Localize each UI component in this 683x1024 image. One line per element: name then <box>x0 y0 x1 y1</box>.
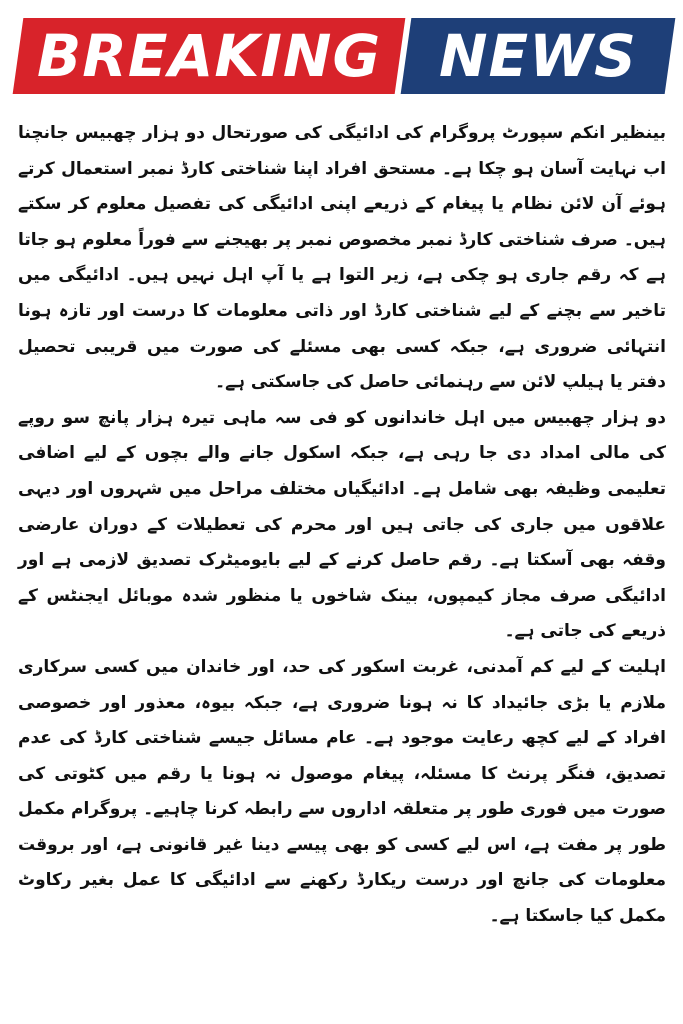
article-body <box>18 116 666 935</box>
banner-word-breaking: BREAKING <box>36 22 382 90</box>
paragraph-3: اہلیت کے لیے کم آمدنی، غربت اسکور کی حد، اور خاندان میں کسی سرکاری ملازم یا بڑی جائیداد کا نہ ہونا ضروری ہے، جبکہ بیوہ، معذور اور خصوصی افراد کے لیے کچھ رعایت موجود ہے۔ عام مسائل جیسے شناختی کارڈ کی عدم تصدیق، فنگر پرنٹ کا مسئلہ، پیغام موصول نہ ہونا یا رقم میں کٹوتی کی صورت میں فوری طور پر متعلقہ اداروں سے رابطہ کرنا چاہیے۔ پروگرام مکمل طور پر مفت ہے، اس لیے کسی کو بھی پیسے دینا غیر قانونی ہے، اور بروقت معلومات کی جانچ اور درست ریکارڈ رکھنے سے ادائیگی کا عمل بغیر رکاوٹ مکمل کیا جاسکتا ہے۔ <box>18 656 666 927</box>
banner-blue-panel <box>401 18 676 94</box>
banner-red-panel <box>13 18 406 94</box>
banner-word-news: NEWS <box>439 22 637 90</box>
paragraph-2: دو ہزار چھبیس میں اہل خاندانوں کو فی سہ ماہی تیرہ ہزار پانچ سو روپے کی مالی امداد دی جا رہی ہے، جبکہ اسکول جانے والے بچوں کے لیے اضافی تعلیمی وظیفہ بھی شامل ہے۔ ادائیگیاں مختلف مراحل میں شہروں اور دیہی علاقوں میں جاری کی جاتی ہیں اور محرم کی تعطیلات کے دوران عارضی وقفہ بھی آسکتا ہے۔ رقم حاصل کرنے کے لیے بایومیٹرک تصدیق لازمی ہے اور ادائیگی صرف مجاز کیمپوں، بینک شاخوں یا منظور شدہ موبائل ایجنٹس کے ذریعے کی جاتی ہے۔ <box>18 407 666 642</box>
breaking-news-banner <box>16 16 672 96</box>
paragraph-1: بینظیر انکم سپورٹ پروگرام کی ادائیگی کی صورتحال دو ہزار چھبیس جانچنا اب نہایت آسان ہو چکا ہے۔ مستحق افراد اپنا شناختی کارڈ نمبر استعمال کرتے ہوئے آن لائن نظام یا پیغام کے ذریعے اپنی ادائیگی کی تفصیل معلوم کر سکتے ہیں۔ صرف شناختی کارڈ نمبر مخصوص نمبر پر بھیجنے سے فوراً معلوم ہو جاتا ہے کہ رقم جاری ہو چکی ہے، زیر التوا ہے یا آپ اہل نہیں ہیں۔ ادائیگی میں تاخیر سے بچنے کے لیے شناختی کارڈ اور ذاتی معلومات کا درست اور تازہ ہونا انتہائی ضروری ہے، جبکہ کسی بھی مسئلے کی صورت میں قریبی تحصیل دفتر یا ہیلپ لائن سے رہنمائی حاصل کی جاسکتی ہے۔ <box>18 123 666 393</box>
